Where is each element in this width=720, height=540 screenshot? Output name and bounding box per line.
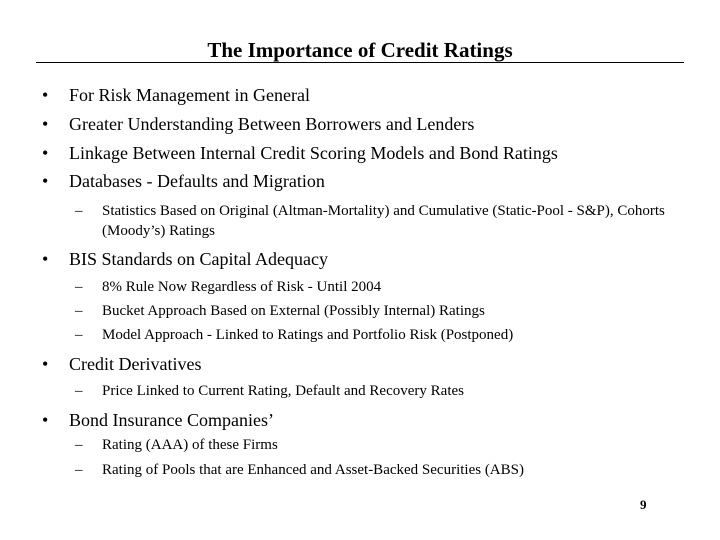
bullet-icon: •: [42, 143, 49, 163]
sub-bullet-item: [75, 460, 675, 480]
dash-icon: –: [75, 203, 83, 219]
sub-bullet-text: Bucket Approach Based on External (Possibly Internal) Ratings: [102, 303, 485, 319]
dash-icon: –: [75, 303, 83, 319]
sub-bullet-text: Rating (AAA) of these Firms: [102, 437, 278, 453]
sub-bullet-item: [75, 325, 675, 345]
dash-icon: –: [75, 327, 83, 343]
dash-icon: –: [75, 462, 83, 478]
dash-icon: –: [75, 437, 83, 453]
bullet-text: Databases - Defaults and Migration: [69, 171, 325, 191]
sub-bullet-item: [75, 381, 675, 401]
bullet-text: Greater Understanding Between Borrowers and Lenders: [69, 114, 475, 134]
bullet-text: Bond Insurance Companies’: [69, 410, 274, 430]
dash-icon: –: [75, 279, 83, 295]
bullet-icon: •: [42, 171, 49, 191]
sub-bullet-item: [75, 277, 675, 297]
sub-bullet-item: [75, 201, 675, 241]
bullet-icon: •: [42, 410, 49, 430]
dash-icon: –: [75, 383, 83, 399]
page-number: 9: [640, 497, 647, 512]
sub-bullet-text: Rating of Pools that are Enhanced and Asset-Backed Securities (ABS): [102, 462, 524, 478]
sub-bullet-text: Statistics Based on Original (Altman-Mortality) and Cumulative (Static-Pool - S&P), Cohorts (Moody’s) Ratings: [102, 203, 665, 239]
sub-bullet-text: 8% Rule Now Regardless of Risk - Until 2004: [102, 279, 382, 295]
sub-bullet-text: Price Linked to Current Rating, Default and Recovery Rates: [102, 383, 464, 399]
bullet-text: BIS Standards on Capital Adequacy: [69, 249, 328, 269]
sub-bullet-text: Model Approach - Linked to Ratings and Portfolio Risk (Postponed): [102, 327, 514, 343]
sub-bullet-item: [75, 435, 675, 455]
sub-bullet-item: [75, 301, 675, 321]
slide-title: The Importance of Credit Ratings: [207, 38, 513, 62]
bullet-icon: •: [42, 249, 49, 269]
bullet-icon: •: [42, 85, 49, 105]
bullet-text: Credit Derivatives: [69, 354, 202, 374]
bullet-icon: •: [42, 114, 49, 134]
bullet-text: For Risk Management in General: [69, 85, 310, 105]
bullet-text: Linkage Between Internal Credit Scoring Models and Bond Ratings: [69, 143, 558, 163]
bullet-icon: •: [42, 354, 49, 374]
